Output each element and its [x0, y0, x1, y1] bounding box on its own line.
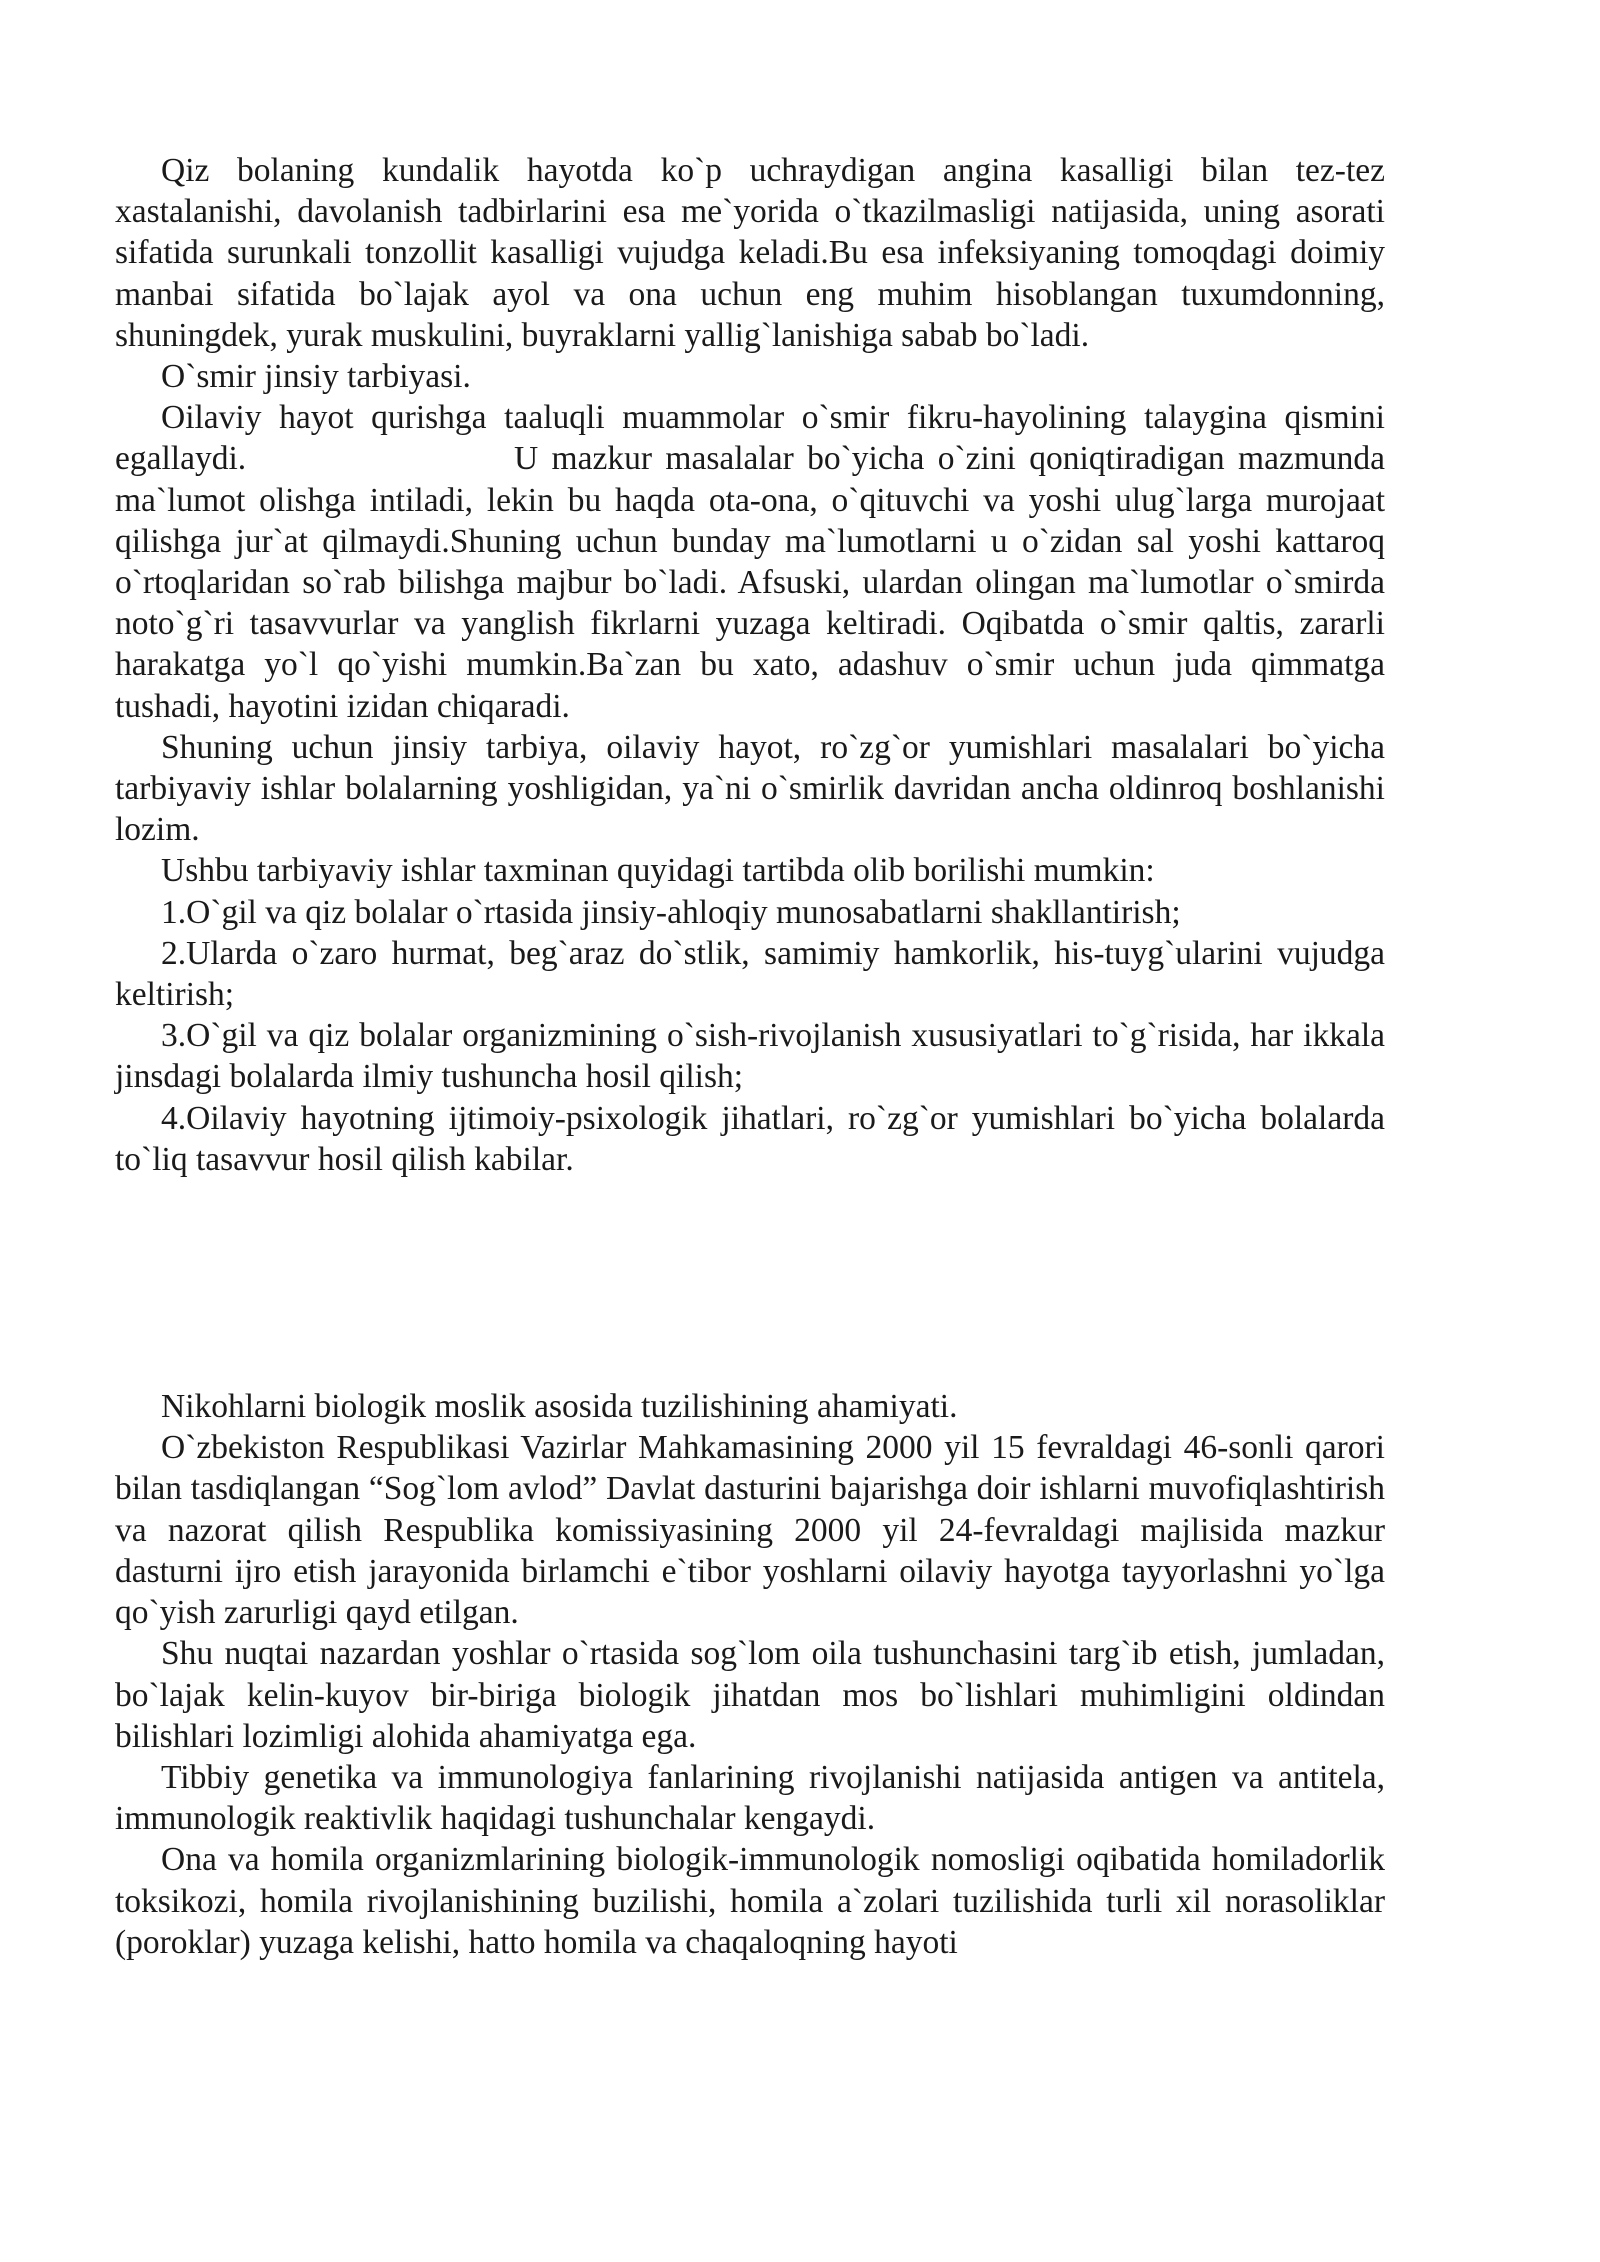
document-page: [115, 150, 1394, 1963]
paragraph-jinsiy-tarbiya: Shuning uchun jinsiy tarbiya, oilaviy hayot, ro`zg`or yumishlari masalalari bo`yicha tarbiyaviy ishlar bolalarning yoshligidan, ya`ni o`smirlik davridan ancha oldinroq boshlanishi lozim.: [115, 728, 1385, 849]
list-item-2: 2.Ularda o`zaro hurmat, beg`araz do`stlik, samimiy hamkorlik, his-tuyg`ularini vujudga keltirish;: [115, 934, 1385, 1014]
paragraph-nuqtai-nazar: Shu nuqtai nazardan yoshlar o`rtasida sog`lom oila tushunchasini targ`ib etish, jumladan, bo`lajak kelin-kuyov bir-biriga biologik jihatdan mos bo`lishlari muhimligini oldindan bilishlari lozimligi alohida ahamiyatga ega.: [115, 1635, 1385, 1755]
heading-osmir-jinsiy-tarbiyasi: O`smir jinsiy tarbiyasi.: [161, 358, 471, 396]
list-item-1: 1.O`gil va qiz bolalar o`rtasida jinsiy-ahloqiy munosabatlarni shakllantirish;: [161, 893, 1181, 931]
paragraph-tartib-intro: Ushbu tarbiyaviy ishlar taxminan quyidagi tartibda olib borilishi mumkin:: [161, 852, 1155, 890]
paragraph-ona-homila: Ona va homila organizmlarining biologik-immunologik nomosligi oqibatida homiladorlik toksikozi, homila rivojlanishining buzilishi, homila a`zolari tuzilishida turli xil norasoliklar (poroklar) yuzaga kelishi, hatto homila va chaqaloqning hayoti: [115, 1841, 1385, 1961]
paragraph-soglom-avlod: O`zbekiston Respublikasi Vazirlar Mahkamasining 2000 yil 15 fevraldagi 46-sonli qarori bilan tasdiqlangan “Sog`lom avlod” Davlat dasturini bajarishga doir ishlarni muvofiqlashtirish va nazorat qilish Respublika komissiyasining 2000 yil 24-fevraldagi majlisida mazkur dasturni ijro etish jarayonida birlamchi e`tibor yoshlarni oilaviy hayotga tayyorlashni yo`lga qo`yish zarurligi qayd etilgan.: [115, 1429, 1385, 1632]
list-item-4: 4.Oilaviy hayotning ijtimoiy-psixologik jihatlari, ro`zg`or yumishlari bo`yicha bolalarda to`liq tasavvur hosil qilish kabilar.: [115, 1099, 1385, 1178]
heading-nikohlar: Nikohlarni biologik moslik asosida tuzilishining ahamiyati.: [161, 1388, 958, 1426]
list-item-3: 3.O`gil va qiz bolalar organizmining o`sish-rivojlanish xususiyatlari to`g`risida, har ikkala jinsdagi bolalarda ilmiy tushuncha hosil qilish;: [115, 1017, 1385, 1096]
paragraph-tibbiy-genetika: Tibbiy genetika va immunologiya fanlarining rivojlanishi natijasida antigen va antitela, immunologik reaktivlik haqidagi tushunchalar kengaydi.: [115, 1758, 1385, 1838]
paragraph-angina: Qiz bolaning kundalik hayotda ko`p uchraydigan angina kasalligi bilan tez-tez xastalanishi, davolanish tadbirlarini esa me`yorida o`tkazilmasligi natijasida, uning asorati sifatida surunkali tonzollit kasalligi vujudga keladi.Bu esa infeksiyaning tomoqdagi doimiy manbai sifatida bo`lajak ayol va ona uchun eng muhim hisoblangan tuxumdonning, shuningdek, yurak muskulini, buyraklarni yallig`lanishiga sabab bo`ladi.: [115, 152, 1385, 354]
paragraph-oilaviy-hayot: Oilaviy hayot qurishga taaluqli muammolar o`smir fikru-hayolining talaygina qismini egallaydi. U mazkur masalalar bo`yicha o`zini qoniqtiradigan mazmunda ma`lumot olishga intiladi, lekin bu haqda ota-ona, o`qituvchi va yoshi ulug`larga murojaat qilishga jur`at qilmaydi.Shuning uchun bunday ma`lumotlarni u o`zidan sal yoshi kattaroq o`rtoqlaridan so`rab bilishga majbur bo`ladi. Afsuski, ulardan olingan ma`lumotlar o`smirda noto`g`ri tasavvurlar va yanglish fikrlarni yuzaga keltiradi. Oqibatda o`smir qaltis, zararli harakatga yo`l qo`yishi mumkin.Ba`zan bu xato, adashuv o`smir uchun juda qimmatga tushadi, hayotini izidan chiqaradi.: [115, 399, 1394, 725]
section-gap: [115, 1180, 1385, 1386]
